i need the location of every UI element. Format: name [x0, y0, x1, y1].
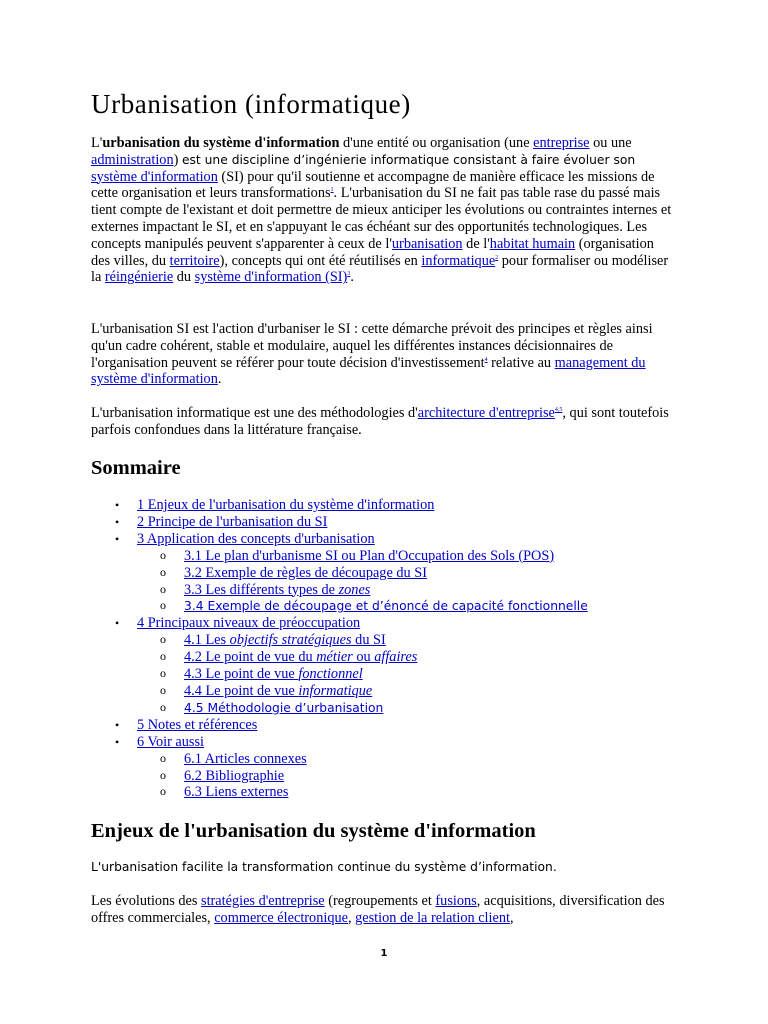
footnote-4[interactable]: 4 — [484, 356, 488, 363]
toc-link-4-1[interactable]: 4.1 Les objectifs stratégiques du SI — [184, 632, 386, 649]
toc-link-3-3[interactable]: 3.3 Les différents types de zones — [184, 581, 371, 598]
intro-paragraph-3: L'urbanisation informatique est une des méthodologies d'architecture d'entreprise$^{4,5}$, qui sont toutefois parfois confondues dans la littérature française. — [91, 405, 669, 438]
link-management-si[interactable]: management du système d'information — [91, 354, 646, 388]
link-commerce-electronique[interactable]: commerce électronique — [214, 909, 348, 926]
toc-link-4[interactable]: 4 Principaux niveaux de préoccupation — [137, 615, 361, 632]
intro-paragraph-1: L'urbanisation du système d'information d'une entité ou organisation (une entreprise ou une administration) est une discipline d’ingénierie informatique consistant à faire évoluer son système d'information (SI) pour qu'il soutienne et accompagne de manière efficace les missions de cette organisation et leurs transformations$^1$. L'urbanisation du SI ne fait pas table rase du passé mais tient compte de l'existant et doit permettre de mieux anticiper les évolutions ou contraintes internes et externes impactant le SI, et en s'appuyant le cas échéant sur des opportunités technologiques. Les concepts manipulés peuvent s'apparenter à ceux de l'urbanisation de l'habitat humain (organisation des villes, du territoire), concepts qui ont été réutilisés en informatique$^2$ pour formaliser ou modéliser la réingénierie du système d'information (SI)$^3$. — [91, 135, 672, 286]
toc-link-6-2[interactable]: 6.2 Bibliographie — [184, 767, 285, 784]
link-strategies-entreprise[interactable]: stratégies d'entreprise — [201, 893, 325, 909]
toc-link-6[interactable]: 6 Voir aussi — [137, 733, 204, 750]
section-heading-enjeux: Enjeux de l'urbanisation du système d'information — [91, 820, 536, 842]
link-urbanisation[interactable]: urbanisation — [391, 235, 463, 252]
bold-term: urbanisation du système d'information — [102, 135, 340, 151]
toc-link-3-1[interactable]: 3.1 Le plan d'urbanisme SI ou Plan d'Occupation des Sols (POS) — [184, 547, 555, 564]
table-of-contents — [91, 497, 673, 801]
toc-link-5[interactable]: 5 Notes et références — [137, 716, 258, 733]
link-systeme-information[interactable]: système d'information — [91, 168, 218, 185]
toc-subitem — [91, 548, 673, 565]
page-number: 1 — [380, 948, 388, 959]
link-reingenierie[interactable]: réingénierie — [104, 269, 174, 286]
toc-subitem — [91, 666, 673, 683]
toc-subitem — [91, 683, 673, 700]
toc-heading: Sommaire — [91, 457, 181, 479]
footnote-1[interactable]: 1 — [330, 187, 334, 194]
toc-link-4-2[interactable]: 4.2 Le point de vue du métier ou affaires — [184, 649, 418, 666]
toc-item — [91, 615, 673, 632]
link-architecture-entreprise[interactable]: architecture d'entreprise — [417, 405, 555, 421]
toc-subitem — [91, 768, 673, 785]
link-habitat-humain[interactable]: habitat humain — [489, 235, 576, 252]
toc-item — [91, 734, 673, 751]
link-gestion-relation-client[interactable]: gestion de la relation client — [355, 909, 510, 926]
toc-link-6-3[interactable]: 6.3 Liens externes — [184, 784, 289, 801]
toc-link-3-4[interactable]: 3.4 Exemple de découpage et d’énoncé de capacité fonctionnelle — [184, 599, 588, 614]
toc-subitem — [91, 751, 673, 768]
footnote-4-5[interactable]: 4,5 — [554, 407, 563, 413]
toc-link-3-2[interactable]: 3.2 Exemple de règles de découpage du SI — [184, 564, 427, 581]
toc-link-4-4[interactable]: 4.4 Le point de vue informatique — [184, 682, 373, 699]
toc-link-4-5[interactable]: 4.5 Méthodologie d’urbanisation — [184, 700, 384, 715]
toc-item — [91, 497, 673, 514]
footnote-2[interactable]: 2 — [495, 254, 499, 261]
toc-link-6-1[interactable]: 6.1 Articles connexes — [184, 750, 307, 767]
toc-subitem — [91, 565, 673, 582]
toc-subitem — [91, 700, 673, 717]
footnote-3[interactable]: 3 — [347, 271, 351, 278]
link-entreprise[interactable]: entreprise — [533, 135, 590, 151]
toc-subitem — [91, 649, 673, 666]
toc-link-2[interactable]: 2 Principe de l'urbanisation du SI — [137, 513, 328, 530]
link-systeme-information-si[interactable]: système d'information (SI) — [194, 269, 348, 286]
toc-link-4-3[interactable]: 4.3 Le point de vue fonctionnel — [184, 666, 363, 683]
intro-paragraph-2: L'urbanisation SI est l'action d'urbaniser le SI : cette démarche prévoit des principes et règles ainsi qu'un cadre cohérent, stable et modulaire, auquel les différentes instances décisionnaires de l'organisation peuvent se référer pour toute décision d'investissement$^4$ relative au management du système d'information. — [91, 321, 653, 388]
toc-subitem — [91, 598, 673, 615]
link-fusions[interactable]: fusions — [435, 893, 477, 909]
toc-subitem — [91, 784, 673, 801]
toc-subitem — [91, 632, 673, 649]
toc-item — [91, 514, 673, 531]
page-title: Urbanisation (informatique) — [91, 89, 411, 119]
link-administration[interactable]: administration — [91, 151, 174, 168]
link-informatique[interactable]: informatique — [421, 252, 496, 269]
section-paragraph-1: L'urbanisation facilite la transformation continue du système d’information. — [91, 860, 557, 874]
toc-item — [91, 717, 673, 734]
toc-subitem — [91, 582, 673, 599]
toc-link-1[interactable]: 1 Enjeux de l'urbanisation du système d'information — [137, 497, 435, 513]
link-territoire[interactable]: territoire — [169, 252, 220, 269]
toc-link-3[interactable]: 3 Application des concepts d'urbanisation — [137, 530, 375, 547]
section-paragraph-2: Les évolutions des stratégies d'entreprise (regroupements et fusions, acquisitions, diversification des offres commerciales, commerce électronique, gestion de la relation client, — [91, 893, 665, 926]
toc-item — [91, 531, 673, 548]
